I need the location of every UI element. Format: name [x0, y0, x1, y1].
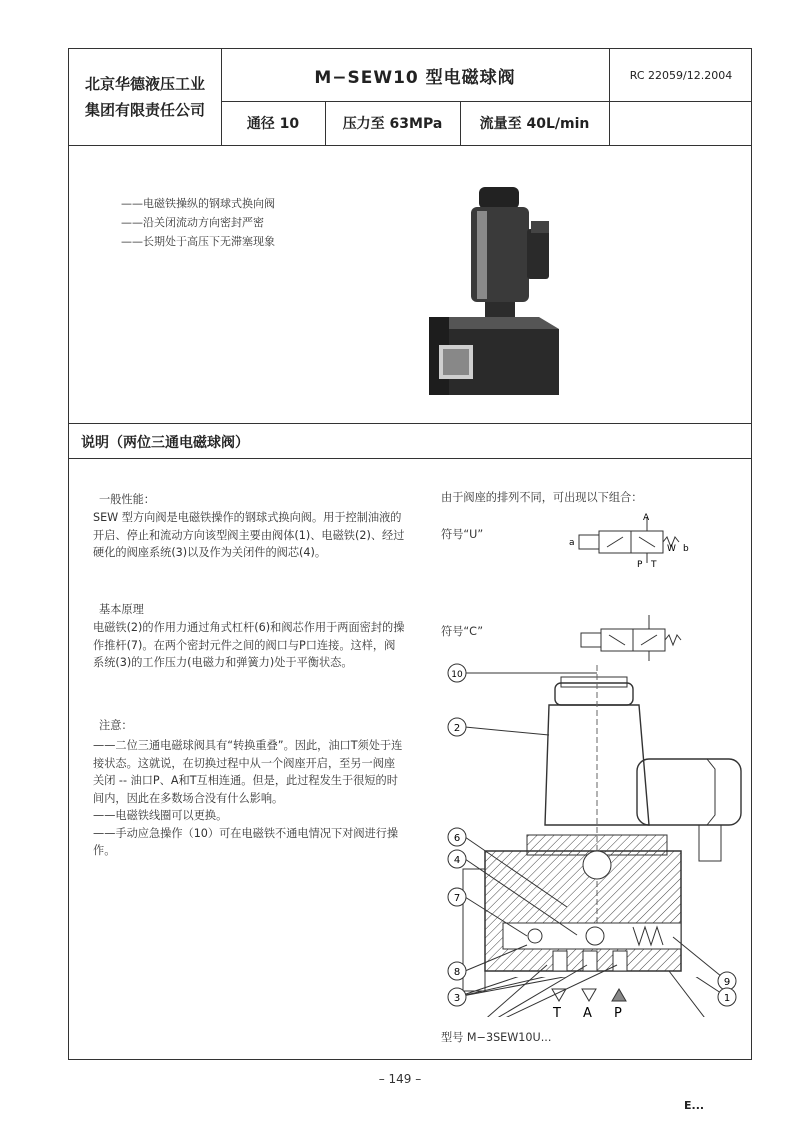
valve-cross-section [437, 655, 749, 1017]
feature-list [121, 194, 275, 251]
principle-body: 电磁铁(2)的作用力通过角式杠杆(6)和阀芯作用于两面密封的操作推杆(7)。在两个密封元件之间的阀口与P口连接。这样，阀系统(3)的工作压力(电磁力和弹簧力)处于平衡状态。 [93, 621, 405, 669]
company-line-2: 集团有限责任公司 [84, 101, 205, 119]
spec-flow: 流量至 40L/min [479, 116, 590, 132]
symbol-letter-A: A [643, 513, 650, 523]
combination-intro: 由于阀座的排列不同，可出现以下组合： [441, 491, 643, 504]
symbol-u-diagram [567, 511, 697, 567]
feature-item: ——长期处于高压下无滞塞现象 [121, 235, 275, 248]
callout-1: 1 [723, 993, 731, 1004]
model-label: 型号 M−3SEW10U... [441, 1031, 552, 1044]
page-title: M−SEW10 型电磁球阀 [314, 67, 516, 88]
symbol-letter-a: a [569, 538, 575, 548]
valve-bottom-callouts [437, 977, 749, 1017]
note-item: ——电磁铁线圈可以更换。 [93, 809, 228, 822]
corner-mark: E... [684, 1099, 705, 1112]
header-divider-bottom [69, 145, 751, 146]
callout-4: 4 [453, 855, 461, 866]
port-label-P: P [614, 1006, 622, 1017]
note-item: ——二位三通电磁球阀具有“转换重叠”。因此，油口T须处于连接状态。这就说，在切换过程中从一个阀座开启，至另一阀座关闭 -- 油口P、A和T互相连通。但是，此过程发生于很短的时间内，因此在多数场合没有什么影响。 [93, 739, 403, 805]
symbol-u-label: 符号“U” [441, 528, 484, 541]
notes-heading: 注意： [99, 719, 133, 732]
symbol-c-label: 符号“C” [441, 625, 483, 638]
spec-nominal-size: 通径 10 [246, 116, 300, 132]
page-frame [68, 48, 752, 1060]
callout-8: 8 [453, 967, 461, 978]
callout-7: 7 [453, 893, 461, 904]
section-divider-bottom [69, 458, 751, 459]
section-divider-top [69, 423, 751, 424]
port-label-A: A [583, 1006, 592, 1017]
symbol-letter-P: P [637, 560, 643, 567]
company-line-1: 北京华德液压工业 [84, 75, 205, 93]
section-title: 说明（两位三通电磁球阀） [81, 435, 249, 451]
spec-pressure: 压力至 63MPa [342, 116, 443, 132]
feature-item: ——沿关闭流动方向密封严密 [121, 216, 264, 229]
company-name [69, 49, 221, 145]
callout-6: 6 [453, 833, 461, 844]
general-body: SEW 型方向阀是电磁铁操作的钢球式换向阀。用于控制油液的开启、停止和流动方向该型阀主要由阀体(1)、电磁铁(2)、经过硬化的阀座系统(3)以及作为关闭件的阀芯(4)。 [93, 511, 405, 559]
notes-list [93, 737, 405, 860]
callout-3: 3 [453, 993, 461, 1004]
document-reference: RC 22059/12.2004 [629, 68, 733, 82]
page-number: – 149 – [378, 1072, 422, 1086]
port-label-T: T [553, 1006, 561, 1017]
symbol-letter-W: W [667, 544, 676, 554]
symbol-letter-T: T [651, 560, 657, 567]
callout-2: 2 [453, 723, 461, 734]
product-photo [419, 177, 579, 402]
symbol-letter-b: b [683, 544, 689, 554]
general-heading: 一般性能： [99, 493, 155, 506]
callout-10: 10 [451, 670, 463, 680]
feature-item: ——电磁铁操纵的钢球式换向阀 [121, 197, 275, 210]
principle-heading: 基本原理 [99, 603, 144, 616]
callout-9: 9 [723, 977, 731, 988]
note-item: ——手动应急操作（10）可在电磁铁不通电情况下对阀进行操作。 [93, 826, 399, 857]
